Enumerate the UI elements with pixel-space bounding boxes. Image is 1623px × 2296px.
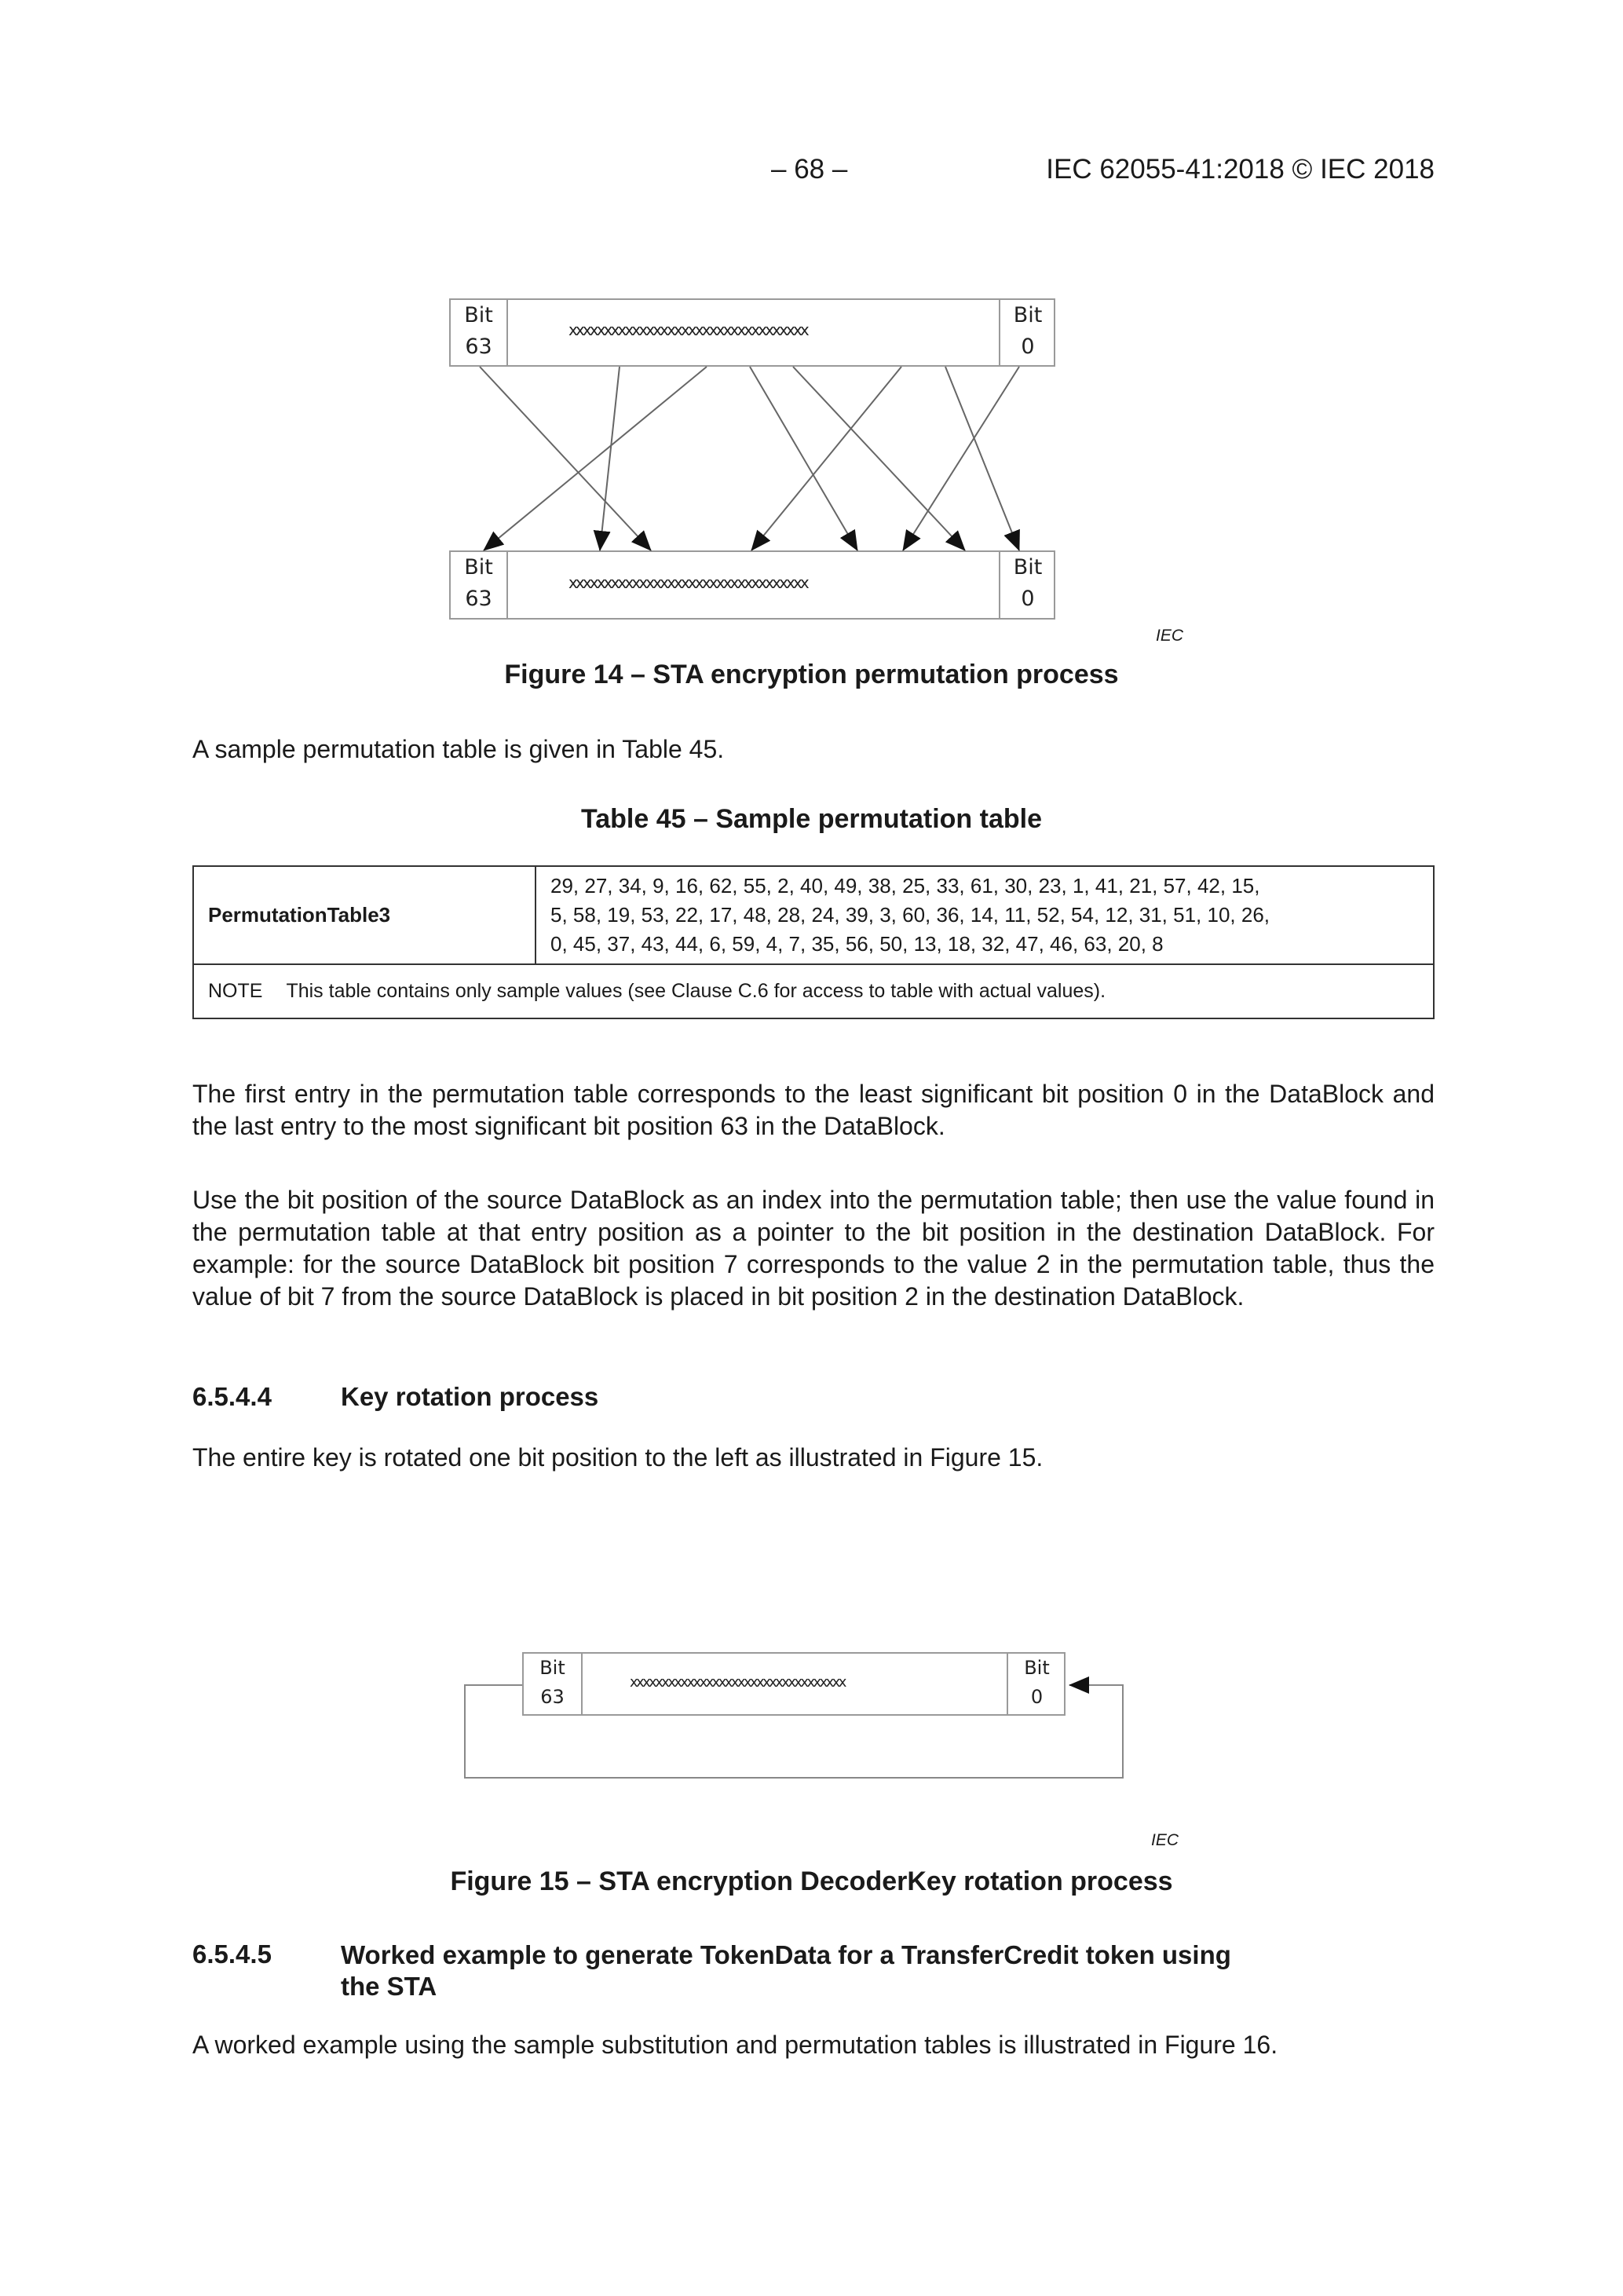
bit-number: 63	[540, 1686, 565, 1708]
bits-placeholder: xxxxxxxxxxxxxxxxxxxxxxxxxxxxxxxxxx	[568, 320, 807, 339]
section-number-6544: 6.5.4.4	[192, 1382, 272, 1411]
section-title-6545	[341, 1940, 1231, 2002]
table-45-title: Table 45 – Sample permutation table	[581, 804, 1042, 834]
bit-number: 0	[1021, 587, 1035, 611]
table-values-cell	[536, 866, 1434, 964]
iec-source-mark: IEC	[1156, 627, 1184, 645]
values-line: 5, 58, 19, 53, 22, 17, 48, 28, 24, 39, 3, 60, 36, 14, 11, 52, 54, 12, 31, 51, 10, 26,	[550, 903, 1270, 927]
table-row	[193, 866, 1434, 964]
bit-number: 63	[465, 587, 492, 611]
intro-text: A sample permutation table is given in Table 45.	[192, 735, 725, 763]
bit-number: 0	[1030, 1686, 1044, 1708]
section-6544-text: The entire key is rotated one bit position to the left as illustrated in Figure 15.	[192, 1443, 1044, 1472]
values-line: 29, 27, 34, 9, 16, 62, 55, 2, 40, 49, 38, 25, 33, 61, 30, 23, 1, 41, 21, 57, 42, 15,	[550, 874, 1260, 898]
bit0-cell	[1007, 1654, 1066, 1714]
page-number: – 68 –	[771, 154, 848, 185]
permutation-arrow	[750, 367, 857, 550]
table-note	[193, 964, 1434, 1018]
bit-label: Bit	[1013, 555, 1043, 579]
bit63-cell	[524, 1654, 583, 1714]
note-tag: NOTE	[208, 980, 263, 1002]
bit-label: Bit	[464, 555, 493, 579]
section-title-6544: Key rotation process	[341, 1382, 599, 1411]
paragraph-permutation-usage: Use the bit position of the source DataBlock as an index into the permutation table; then use the value found in the permutation table at that entry position as a pointer to the bit position in the destination DataBlock. For example: for the source DataBlock bit position 7 corresponds to the value 2 in the permutation table, thus the value of bit 7 from the source DataBlock is placed in bit position 2 in the destination DataBlock.	[192, 1186, 1435, 1311]
iec-source-mark: IEC	[1151, 1831, 1179, 1849]
bits-placeholder: xxxxxxxxxxxxxxxxxxxxxxxxxxxxxxxxxx	[630, 1674, 845, 1691]
permutation-arrow	[480, 367, 651, 550]
decoder-key-block	[522, 1652, 1066, 1716]
bit-label: Bit	[539, 1657, 565, 1679]
bit-label: Bit	[1013, 303, 1043, 327]
bit-number: 63	[465, 335, 492, 359]
bit-label: Bit	[464, 303, 493, 327]
table-note-row	[193, 964, 1434, 1018]
section-title-line: Worked example to generate TokenData for a TransferCredit token using	[341, 1940, 1231, 1969]
values-line: 0, 45, 37, 43, 44, 6, 59, 4, 7, 35, 56, 50, 13, 18, 32, 47, 46, 63, 20, 8	[550, 932, 1164, 956]
table-row-label: PermutationTable3	[193, 866, 536, 964]
bits-placeholder: xxxxxxxxxxxxxxxxxxxxxxxxxxxxxxxxxx	[568, 573, 807, 592]
permutation-arrow	[945, 367, 1019, 550]
permutation-arrow	[600, 367, 620, 550]
bit-number: 0	[1021, 335, 1035, 359]
bit-label: Bit	[1024, 1657, 1050, 1679]
paragraph-bit-order: The first entry in the permutation table corresponds to the least significant bit position 0 in the DataBlock and the last entry to the most significant bit position 63 in the DataBlock.	[192, 1080, 1435, 1140]
section-title-line: the STA	[341, 1972, 437, 2001]
permutation-table	[192, 865, 1435, 1019]
permutation-arrow	[484, 367, 707, 550]
note-text: This table contains only sample values (see Clause C.6 for access to table with actual values).	[286, 980, 1106, 1002]
document-id: IEC 62055-41:2018 © IEC 2018	[1046, 154, 1435, 185]
figure-15-caption: Figure 15 – STA encryption DecoderKey rotation process	[450, 1866, 1173, 1896]
section-number-6545: 6.5.4.5	[192, 1940, 272, 1969]
section-6545-text: A worked example using the sample substitution and permutation tables is illustrated in Figure 16.	[192, 2031, 1278, 2059]
figure-14-caption: Figure 14 – STA encryption permutation process	[504, 660, 1119, 689]
permutation-arrow	[903, 367, 1019, 550]
